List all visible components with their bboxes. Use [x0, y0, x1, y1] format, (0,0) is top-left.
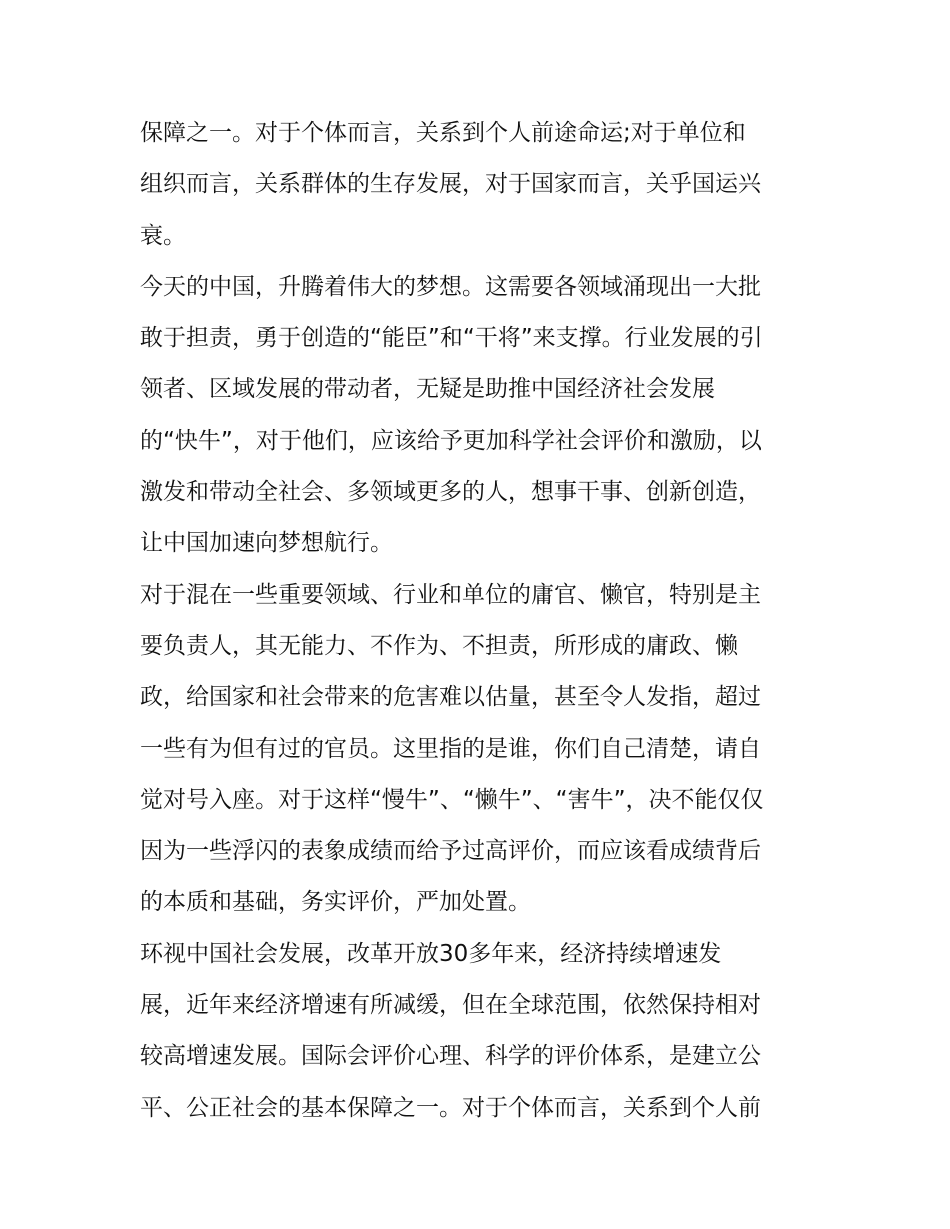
- text-line: 的“快牛”，对于他们，应该给予更加科学社会评价和激励，以: [140, 427, 762, 454]
- text-line: 一些有为但有过的官员。这里指的是谁，你们自己清楚，请自: [140, 735, 761, 762]
- text-line: 衰。: [140, 222, 186, 249]
- text-line: 较高增速发展。国际会评价心理、科学的评价体系，是建立公: [140, 1043, 761, 1070]
- text-line: 保障之一。对于个体而言，关系到个人前途命运;对于单位和: [140, 120, 746, 146]
- text-line: 对于混在一些重要领域、行业和单位的庸官、懒官，特别是主: [140, 581, 761, 608]
- document-body: [140, 108, 820, 1134]
- text-line: 觉对号入座。对于这样“慢牛”、“懒牛”、“害牛”，决不能仅仅: [140, 786, 764, 813]
- text-line: 因为一些浮闪的表象成绩而给予过高评价，而应该看成绩背后: [140, 838, 761, 865]
- text-line: 政，给国家和社会带来的危害难以估量，甚至令人发指，超过: [140, 684, 761, 711]
- text-line: 展，近年来经济增速有所减缓，但在全球范围，依然保持相对: [140, 992, 761, 1019]
- text-line: 的本质和基础，务实评价，严加处置。: [140, 889, 531, 916]
- text-line: 领者、区域发展的带动者，无疑是助推中国经济社会发展: [140, 376, 715, 403]
- text-line: 激发和带动全社会、多领域更多的人，想事干事、创新创造，: [140, 479, 761, 506]
- text-line: 要负责人，其无能力、不作为、不担责，所形成的庸政、懒: [140, 632, 738, 659]
- text-line: 敢于担责，勇于创造的“能臣”和“干将”来支撑。行业发展的引: [140, 325, 763, 352]
- text-line: 环视中国社会发展，改革开放30多年来，经济持续增速发: [140, 940, 722, 967]
- text-line: 让中国加速向梦想航行。: [140, 530, 393, 557]
- text-line: 组织而言，关系群体的生存发展，对于国家而言，关乎国运兴: [140, 171, 761, 198]
- text-line: 平、公正社会的基本保障之一。对于个体而言，关系到个人前: [140, 1094, 761, 1121]
- text-line: 今天的中国，升腾着伟大的梦想。这需要各领域涌现出一大批: [140, 273, 761, 300]
